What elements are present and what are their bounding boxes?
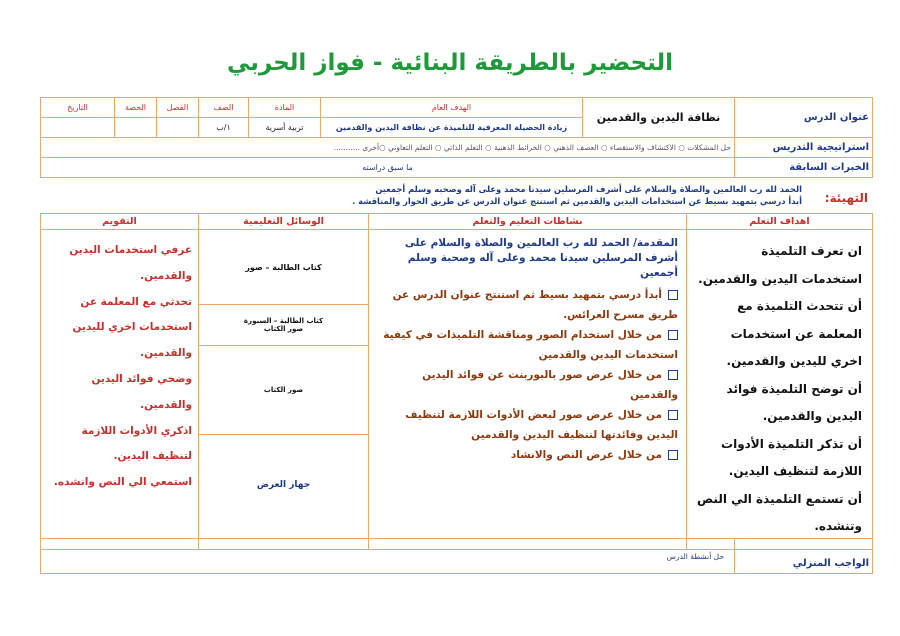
period-value xyxy=(115,118,157,138)
activity-item: من خلال عرض صور لبعض الأدوات اللازمة لتنظيف اليدين وفائدتها لتنظيف اليدين والقدمين xyxy=(405,409,678,441)
evaluation-item: تحدثي مع المعلمة عن استخدمات اخري لليدين والقدمين. xyxy=(72,295,192,360)
checkbox-icon xyxy=(668,290,678,300)
date-label: التاريخ xyxy=(41,98,115,118)
checkbox-icon xyxy=(668,410,678,420)
evaluation-cell xyxy=(41,230,199,550)
objective-item: ان تعرف التلميذة استخدمات اليدين والقدمين. xyxy=(698,244,862,286)
objective-item: أن تستمع التلميذة الي النص وتنشده. xyxy=(697,491,862,533)
prior-experience-label: الخبرات السابقة xyxy=(735,158,873,178)
homework-value: حل أنشطة الدرس xyxy=(41,539,735,574)
evaluation-item: اذكري الأدوات اللازمة لتنظيف اليدين. xyxy=(81,424,192,463)
media-item: صور الكتاب xyxy=(199,346,368,435)
warmup-text xyxy=(102,183,802,207)
activities-cell xyxy=(369,230,687,550)
activity-item: من خلال عرض صور بالبوربنت عن فوائد اليدين والقدمين xyxy=(422,369,678,401)
checkbox-icon xyxy=(668,370,678,380)
media-item: كتاب الطالبة – صور xyxy=(199,230,368,305)
warmup-section xyxy=(40,183,872,215)
lesson-title-value: نظافة اليدين والقدمين xyxy=(583,98,735,138)
checkbox-icon xyxy=(668,450,678,460)
evaluation-item: استمعي الي النص وانشده. xyxy=(53,476,192,489)
subject-label: المادة xyxy=(249,98,321,118)
media-item: جهاز العرض xyxy=(256,480,311,490)
prior-experience-value: ما سبق دراسته xyxy=(41,158,735,178)
period-label: الحصة xyxy=(115,98,157,118)
media-header: الوسائل التعليمية xyxy=(199,214,369,230)
lesson-info-table xyxy=(40,97,873,178)
class-label: الفصل xyxy=(157,98,199,118)
objectives-cell xyxy=(687,230,873,550)
objectives-header: اهداف التعلم xyxy=(687,214,873,230)
class-value xyxy=(157,118,199,138)
homework-label: الواجب المنزلي xyxy=(735,539,873,574)
lesson-plan-table xyxy=(40,213,873,550)
media-cell xyxy=(199,230,369,550)
subject-value: تربية أسرية xyxy=(249,118,321,138)
activity-item: من خلال استخدام الصور ومناقشة التلميذات في كيفية استخدمات اليدين والقدمين xyxy=(383,329,678,361)
grade-label: الصف xyxy=(199,98,249,118)
date-value xyxy=(41,118,115,138)
activity-item: من خلال عرض النص والانشاد xyxy=(377,445,678,465)
objective-item: أن توضح التلميذة فوائد اليدين والقدمين. xyxy=(726,381,862,423)
activity-item: أبدأ درسي بتمهيد بسيط ثم استنتج عنوان الدرس عن طريق مسرح العرائس. xyxy=(392,289,678,321)
strategy-label: استراتيجية التدريس xyxy=(735,138,873,158)
strategy-options: حل المشكلات ○ الاكتشاف والاستقصاء ○ العصف الذهني ○ الخرائط الذهنية ○ التعلم الذاتي ○ التعلم التعاوني ○أخرى ........... xyxy=(41,138,735,158)
page-title: التحضير بالطريقة البنائية - فواز الحربي xyxy=(226,50,673,76)
media-item: كتاب الطالبة – السبورة صور الكتاب xyxy=(199,305,368,346)
evaluation-header: التقويم xyxy=(41,214,199,230)
warmup-label: التهيئة: xyxy=(824,191,868,205)
objective-item: أن تذكر التلميذة الأدوات اللازمة لتنظيف اليدين. xyxy=(721,436,862,478)
warmup-line-1: الحمد لله رب العالمين والصلاة والسلام على أشرف المرسلين سيدنا محمد وعلى آله وصحبه وسلم أجمعين xyxy=(375,184,802,194)
objective-item: أن تتحدث التلميذة مع المعلمة عن استخدمات اخري لليدين والقدمين. xyxy=(726,299,862,368)
activities-header: نشاطات التعليم والتعلم xyxy=(369,214,687,230)
grade-value: ١/ب xyxy=(199,118,249,138)
lesson-title-label: عنوان الدرس xyxy=(735,98,873,138)
homework-table xyxy=(40,538,873,574)
activity-intro: المقدمة/ الحمد لله رب العالمين والصلاة والسلام على أشرف المرسلين سيدنا محمد وعلى آله وصحبة وسلم أجمعين xyxy=(404,237,678,279)
evaluation-item: عرفي استخدمات اليدين والقدمين. xyxy=(69,244,192,282)
checkbox-icon xyxy=(668,330,678,340)
warmup-line-2: أبدأ درسي بتمهيد بسيط عن استخدامات اليدين والقدمين ثم استنتج عنوان الدرس عن طريق الحوار والمناقشة . xyxy=(352,196,802,206)
evaluation-item: وضحي فوائد اليدين والقدمين. xyxy=(91,372,192,411)
general-goal-label: الهدف العام xyxy=(321,98,583,118)
general-goal-value: زيادة الحصيلة المعرفية للتلميذة عن نظافة اليدين والقدمين xyxy=(321,118,583,138)
